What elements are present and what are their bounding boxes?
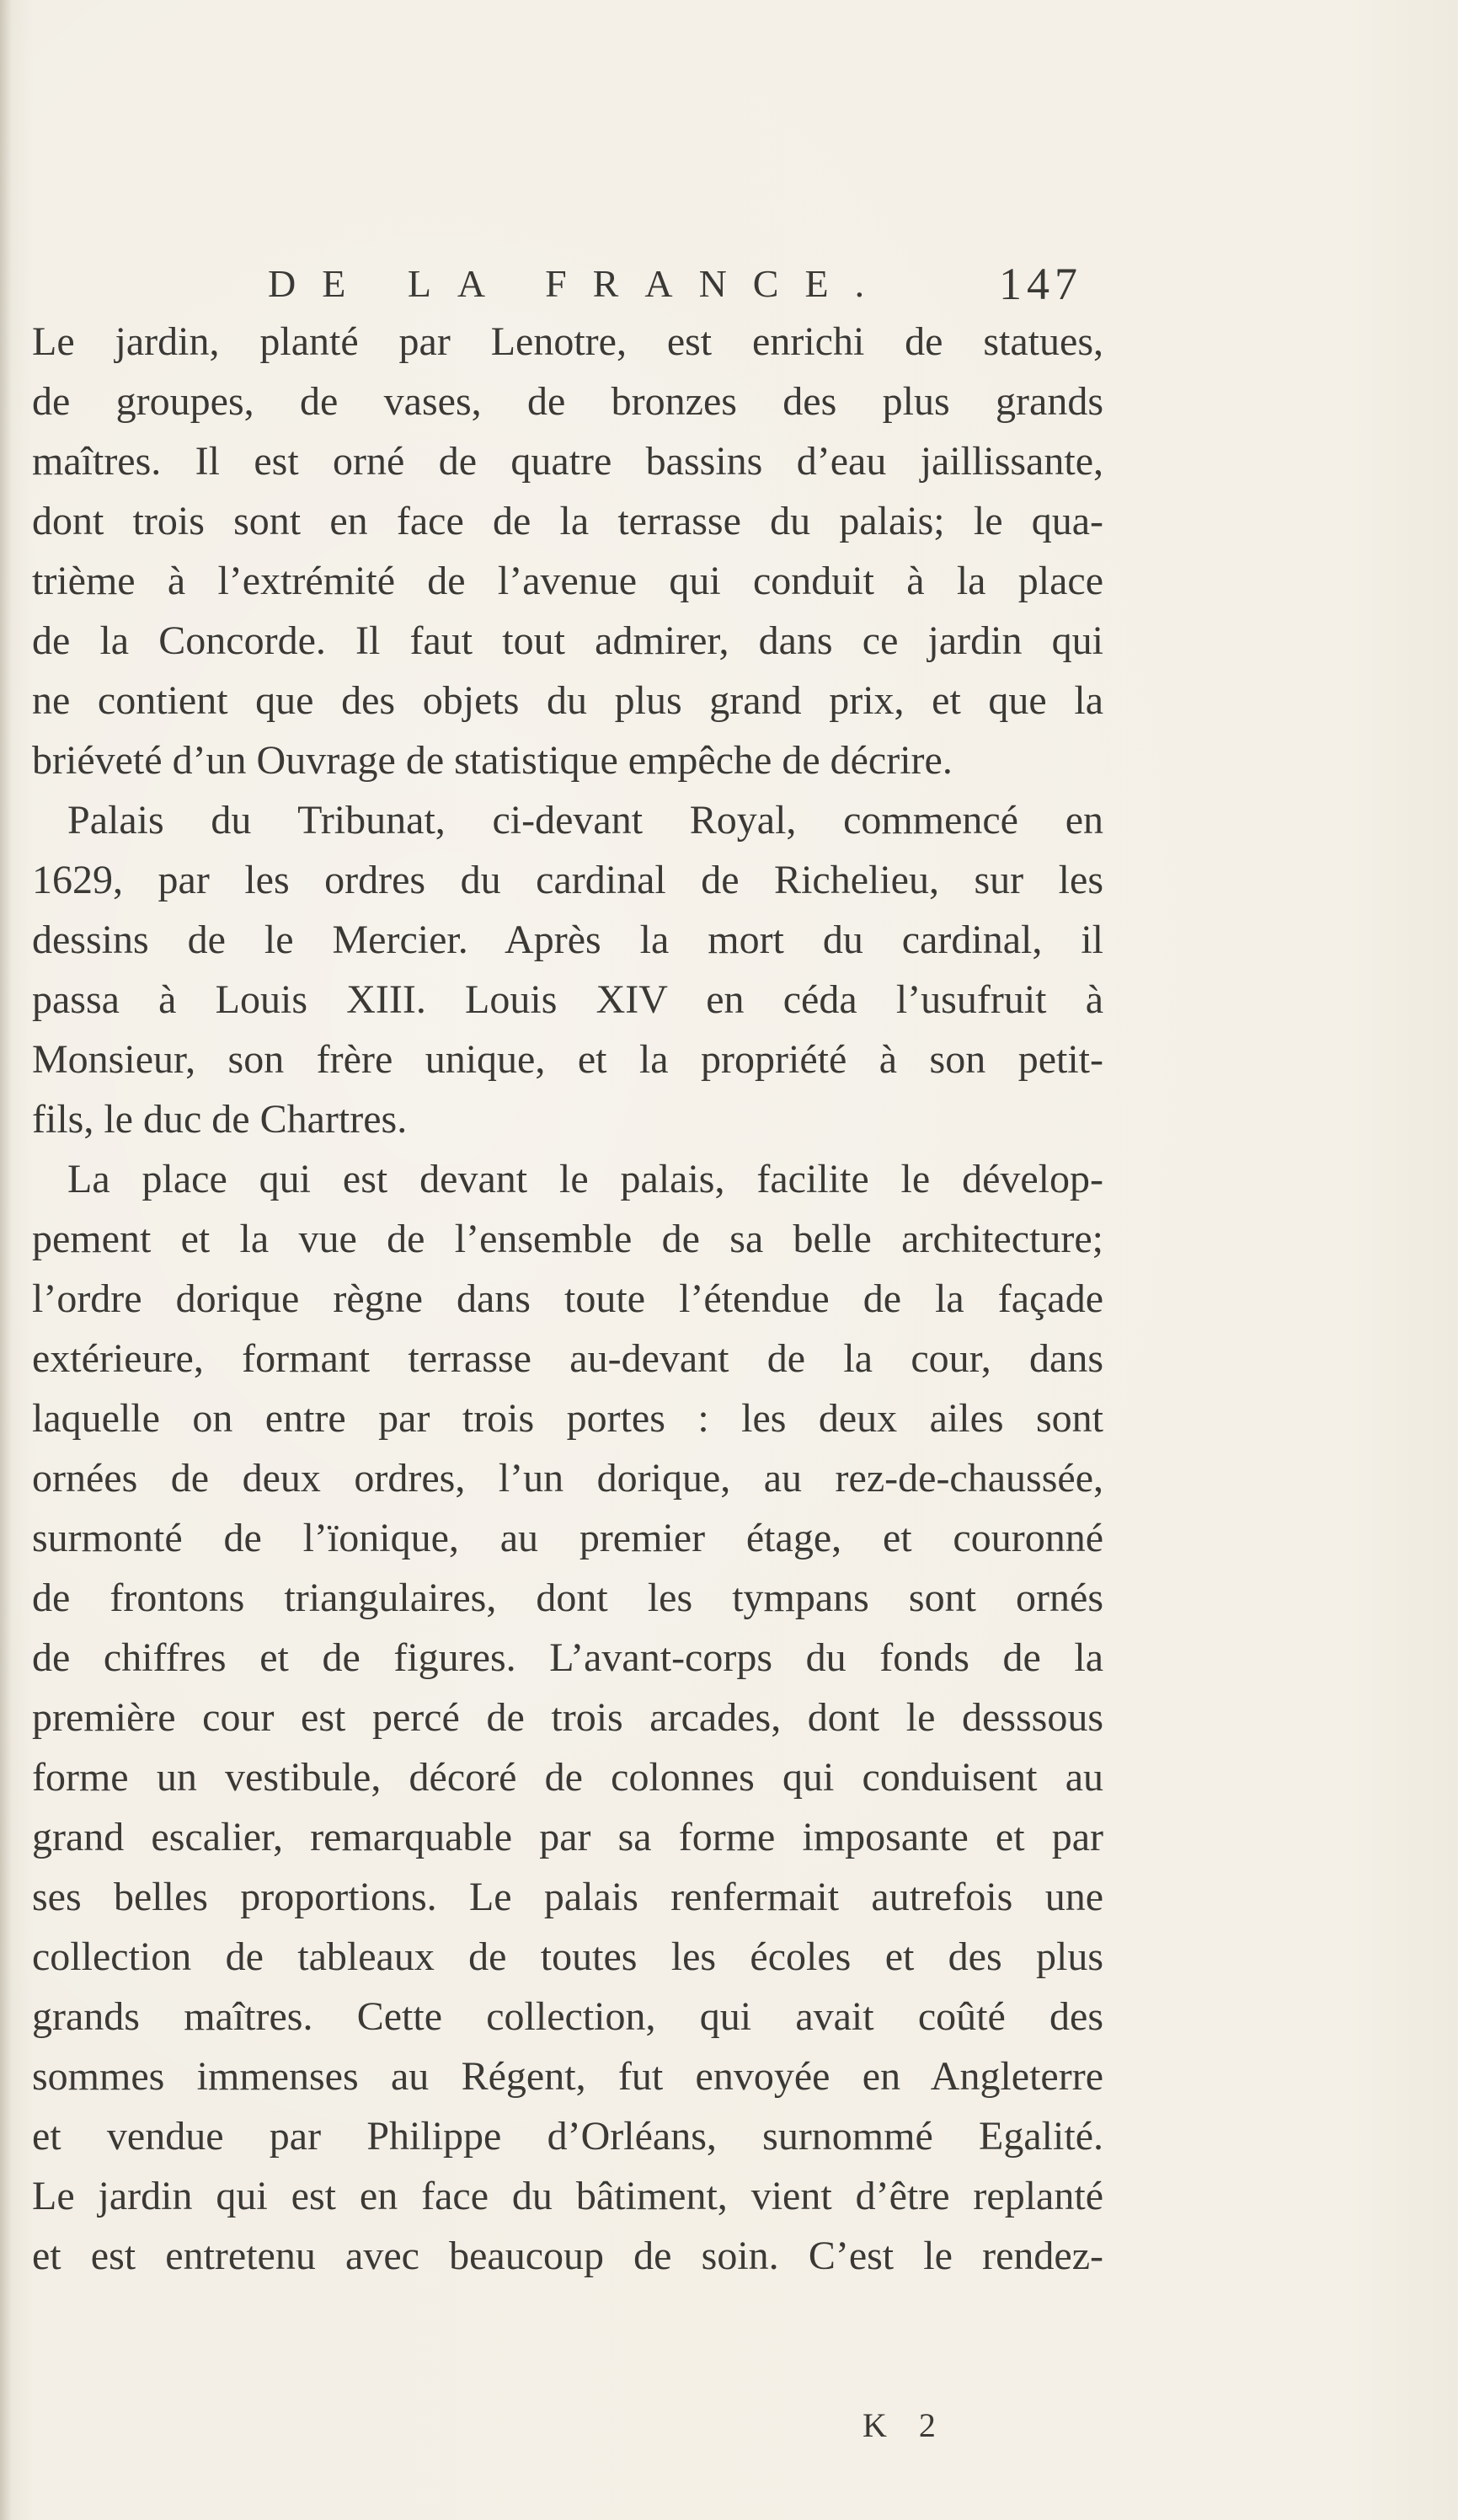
text-line: grand escalier, remarquable par sa forme imposante et par	[32, 1815, 1103, 1859]
text-line: briéveté d’un Ouvrage de statistique empêche de décrire.	[32, 738, 953, 783]
text-line: sommes immenses au Régent, fut envoyée en Angleterre	[32, 2054, 1103, 2099]
text-line: collection de tableaux de toutes les écoles et des plus	[32, 1934, 1103, 1979]
text-line: ne contient que des objets du plus grand prix, et que la	[32, 678, 1103, 723]
text-line: forme un vestibule, décoré de colonnes qui conduisent au	[32, 1755, 1103, 1800]
text-line: Le jardin, planté par Lenotre, est enrichi de statues,	[32, 319, 1103, 364]
spine-shadow	[0, 0, 12, 2520]
text-line: de groupes, de vases, de bronzes des plus grands	[32, 379, 1103, 424]
text-line: trième à l’extrémité de l’avenue qui conduit à la place	[32, 559, 1103, 603]
text-line: La place qui est devant le palais, facilite le dévelop-	[67, 1157, 1103, 1201]
text-line: laquelle on entre par trois portes : les deux ailes sont	[32, 1396, 1103, 1441]
body-text	[32, 312, 1103, 2286]
text-line: grands maîtres. Cette collection, qui avait coûté des	[32, 1994, 1103, 2039]
text-line: dessins de le Mercier. Après la mort du cardinal, il	[32, 918, 1103, 962]
text-line: ses belles proportions. Le palais renfermait autrefois une	[32, 1875, 1103, 1919]
running-title: DE LA FRANCE.	[268, 262, 891, 305]
text-line: et est entretenu avec beaucoup de soin. C’est le rendez-	[32, 2234, 1103, 2278]
text-line: 1629, par les ordres du cardinal de Richelieu, sur les	[32, 858, 1103, 902]
text-line: et vendue par Philippe d’Orléans, surnommé Egalité.	[32, 2114, 1103, 2159]
text-line: extérieure, formant terrasse au-devant de la cour, dans	[32, 1336, 1103, 1381]
text-line: maîtres. Il est orné de quatre bassins d’eau jaillissante,	[32, 439, 1103, 484]
text-line: première cour est percé de trois arcades, dont le desssous	[32, 1695, 1103, 1740]
text-line: dont trois sont en face de la terrasse du palais; le qua-	[32, 499, 1103, 543]
page-number: 147	[999, 259, 1082, 309]
text-line: de la Concorde. Il faut tout admirer, dans ce jardin qui	[32, 618, 1103, 663]
text-line: Palais du Tribunat, ci-devant Royal, commencé en	[67, 798, 1103, 843]
text-line: de frontons triangulaires, dont les tympans sont ornés	[32, 1576, 1103, 1620]
text-line: passa à Louis XIII. Louis XIV en céda l’usufruit à	[32, 977, 1103, 1022]
text-line: Le jardin qui est en face du bâtiment, vient d’être replanté	[32, 2174, 1103, 2218]
text-line: l’ordre dorique règne dans toute l’étendue de la façade	[32, 1276, 1103, 1321]
text-line: Monsieur, son frère unique, et la propriété à son petit-	[32, 1037, 1103, 1082]
signature-mark: K 2	[863, 2406, 948, 2444]
text-line: de chiffres et de figures. L’avant-corps du fonds de la	[32, 1635, 1103, 1680]
text-line: surmonté de l’ïonique, au premier étage, et couronné	[32, 1516, 1103, 1560]
text-line: pement et la vue de l’ensemble de sa belle architecture;	[32, 1217, 1103, 1261]
text-line: ornées de deux ordres, l’un dorique, au rez-de-chaussée,	[32, 1456, 1103, 1501]
text-line: fils, le duc de Chartres.	[32, 1097, 408, 1142]
running-head	[0, 253, 1458, 320]
